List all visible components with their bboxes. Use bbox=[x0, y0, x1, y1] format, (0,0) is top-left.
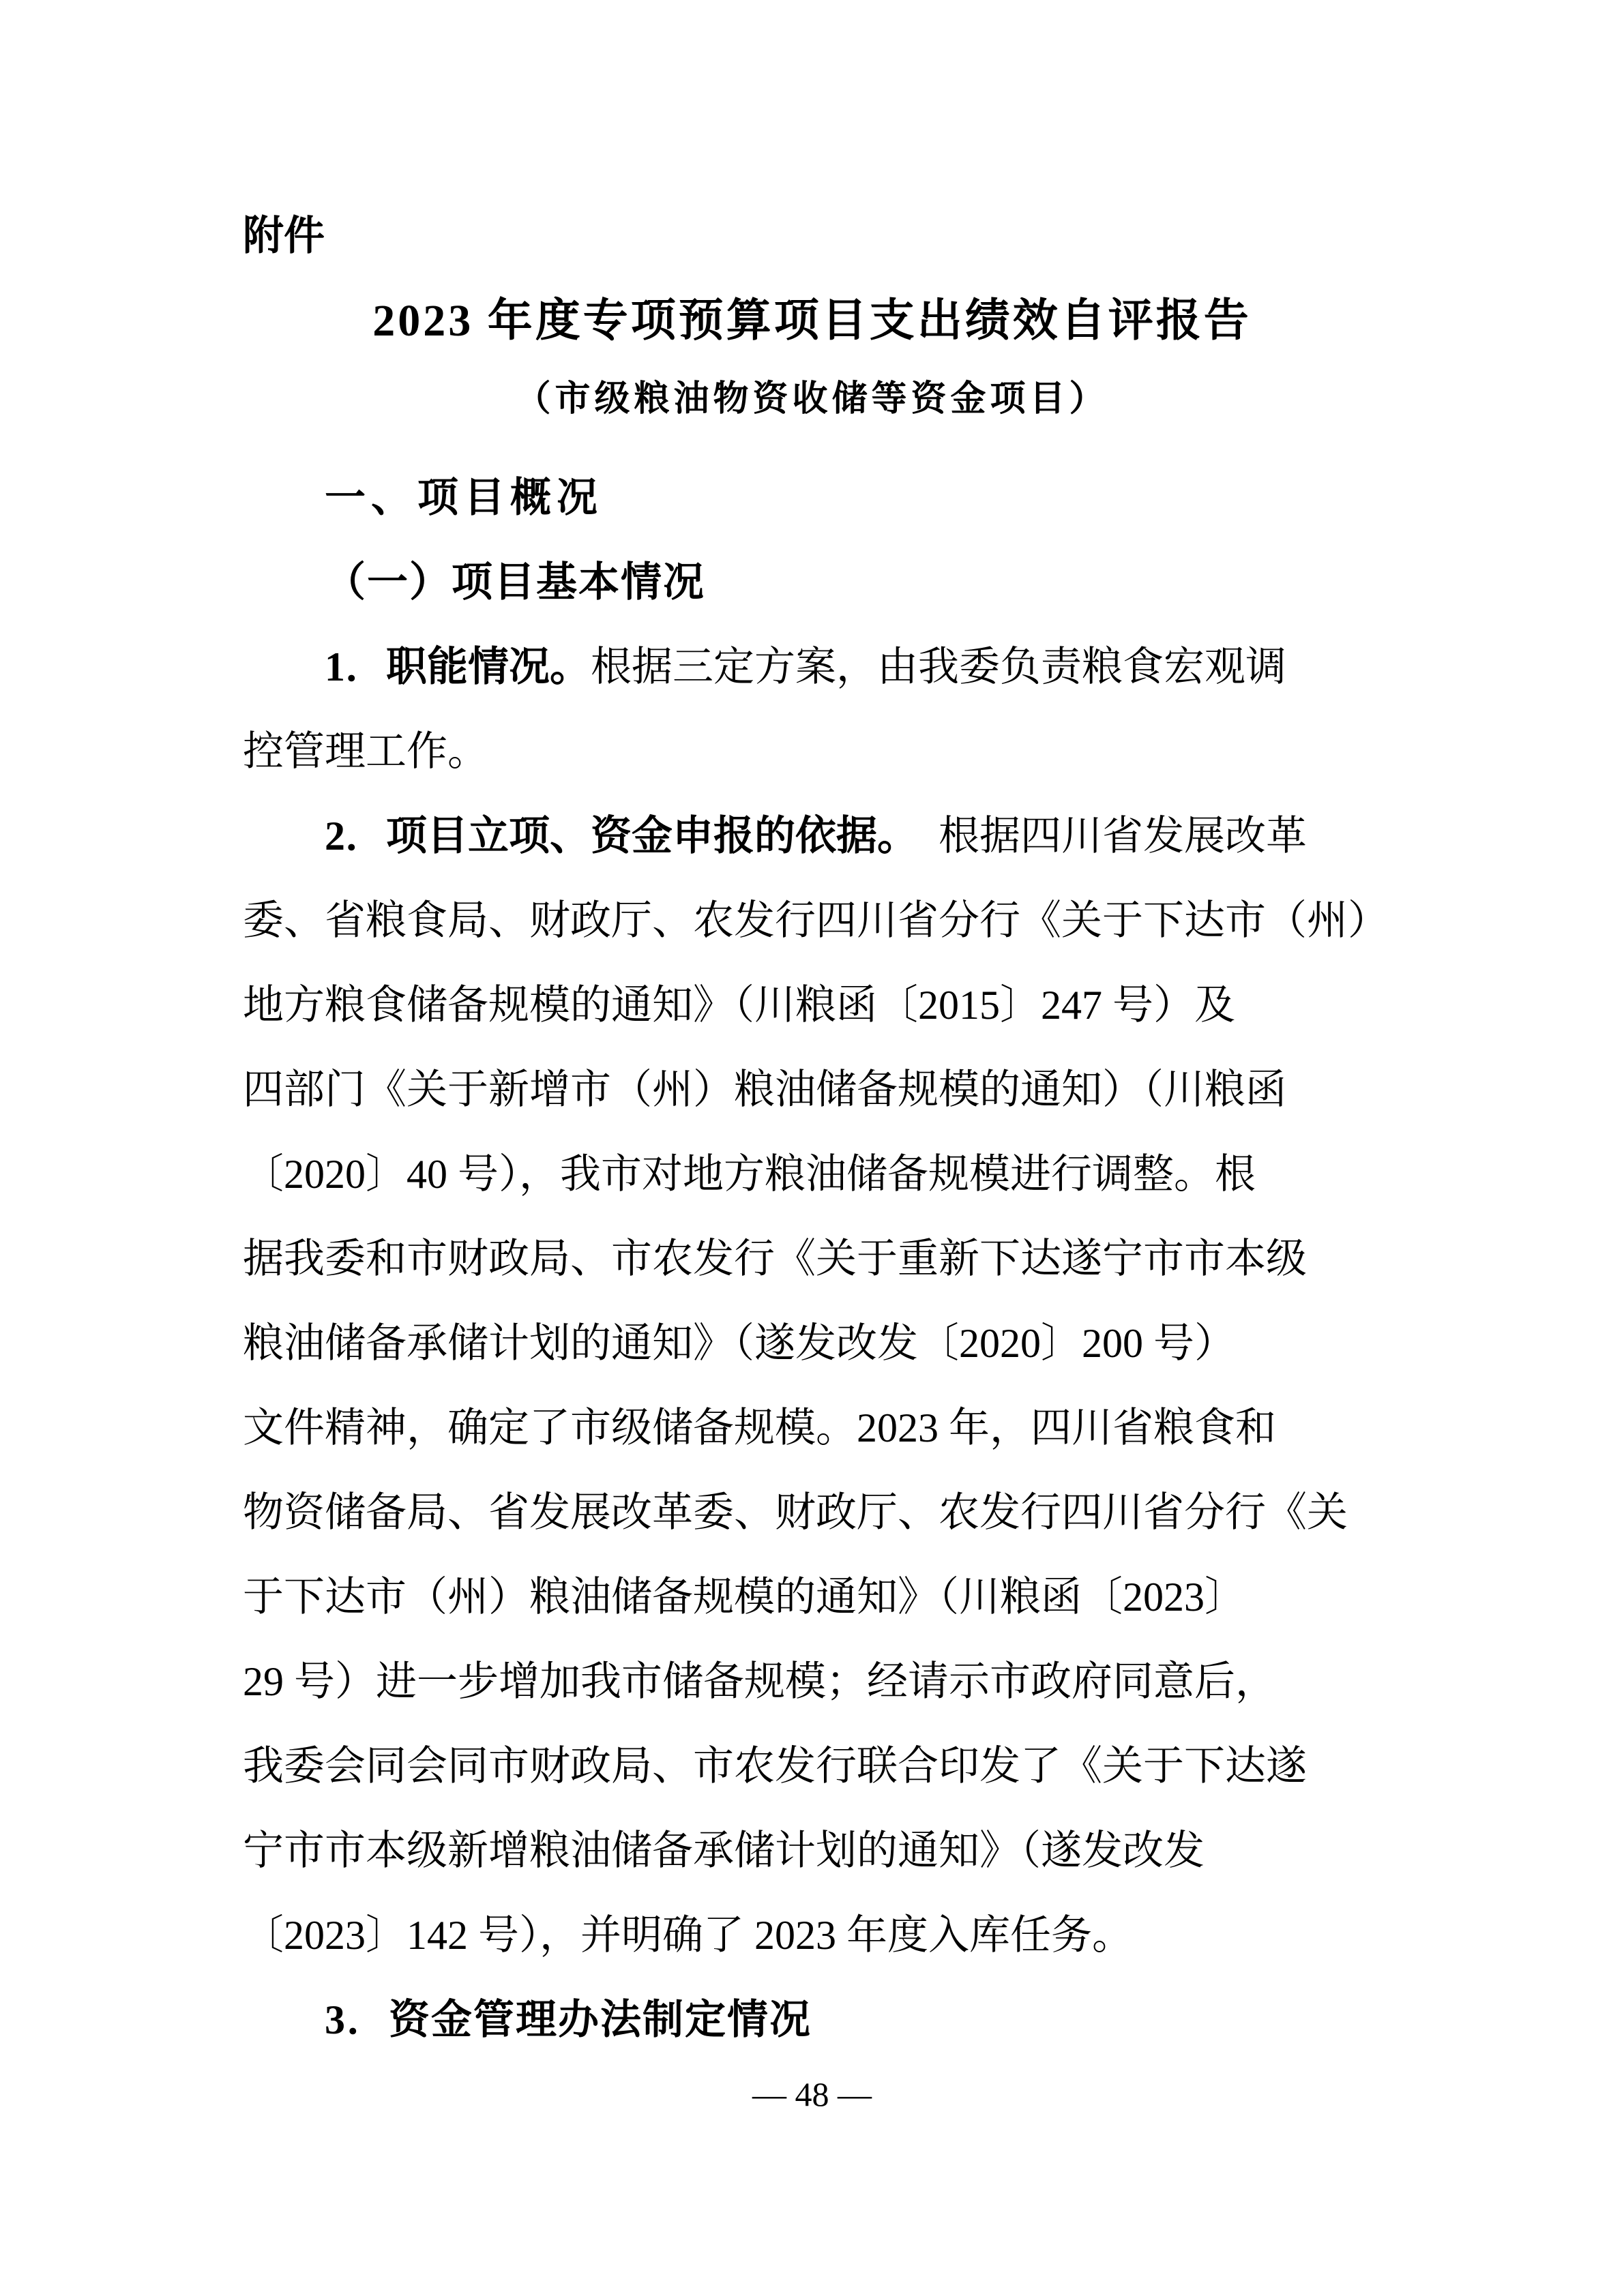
line-text: 根据四川省发展改革 bbox=[898, 814, 1307, 859]
line-text: 〔2023〕142 号），并明确了 2023 年度入库任务。 bbox=[243, 1913, 1133, 1958]
line-text: 粮油储备承储计划的通知》（遂发改发〔2020〕200 号） bbox=[243, 1321, 1235, 1366]
line-text: 物资储备局、省发展改革委、财政厅、农发行四川省分行《关 bbox=[243, 1490, 1348, 1535]
line-lead-bold-text: 一、项目概况 bbox=[325, 475, 603, 520]
line-text: 文件精神，确定了市级储备规模。2023 年，四川省粮食和 bbox=[243, 1405, 1276, 1450]
page-number: — 48 — bbox=[752, 2075, 872, 2113]
line-text: 四部门《关于新增市（州）粮油储备规模的通知）（川粮函 bbox=[243, 1067, 1286, 1112]
text-line bbox=[243, 540, 1411, 625]
document-subtitle: （市级粮油物资收储等资金项目） bbox=[515, 380, 1109, 419]
text-line bbox=[243, 1808, 1411, 1893]
line-text: 委、省粮食局、财政厅、农发行四川省分行《关于下达市（州） bbox=[243, 898, 1389, 943]
line-lead-bold-text: 2．项目立项、资金申报的依据。 bbox=[325, 814, 898, 859]
text-line bbox=[243, 1978, 1411, 2062]
text-line bbox=[243, 1217, 1411, 1301]
text-line bbox=[243, 1301, 1411, 1386]
text-line bbox=[243, 878, 1411, 963]
line-text: 29 号）进一步增加我市储备规模；经请示市政府同意后， bbox=[243, 1659, 1276, 1704]
text-line bbox=[243, 456, 1411, 540]
document-body bbox=[243, 456, 1411, 2062]
text-line bbox=[243, 625, 1411, 709]
text-line bbox=[243, 1555, 1411, 1639]
line-text: 我委会同会同市财政局、市农发行联合印发了《关于下达遂 bbox=[243, 1744, 1307, 1789]
line-lead-bold-text: 1．职能情况。 bbox=[325, 644, 591, 689]
text-line bbox=[243, 963, 1411, 1047]
text-line bbox=[243, 1470, 1411, 1555]
line-text: 于下达市（州）粮油储备规模的通知》（川粮函〔2023〕 bbox=[243, 1575, 1245, 1620]
line-lead-bold-text: （一）项目基本情况 bbox=[325, 560, 705, 605]
text-line bbox=[243, 1893, 1411, 1978]
attachment-label: 附件 bbox=[243, 213, 325, 258]
line-text: 宁市市本级新增粮油储备承储计划的通知》（遂发改发 bbox=[243, 1828, 1205, 1873]
document-title: 2023 年度专项预算项目支出绩效自评报告 bbox=[372, 296, 1252, 346]
text-line bbox=[243, 1639, 1411, 1724]
text-line bbox=[243, 1386, 1411, 1470]
line-text: 根据三定方案，由我委负责粮食宏观调 bbox=[591, 644, 1286, 689]
text-line bbox=[243, 794, 1411, 878]
line-lead-bold-text: 3．资金管理办法制定情况 bbox=[325, 1997, 812, 2042]
text-line bbox=[243, 1132, 1411, 1217]
line-text: 〔2020〕40 号），我市对地方粮油储备规模进行调整。根 bbox=[243, 1152, 1256, 1197]
line-text: 控管理工作。 bbox=[243, 729, 488, 774]
line-text: 地方粮食储备规模的通知》（川粮函〔2015〕247 号）及 bbox=[243, 983, 1235, 1028]
text-line bbox=[243, 1724, 1411, 1808]
line-text: 据我委和市财政局、市农发行《关于重新下达遂宁市市本级 bbox=[243, 1236, 1307, 1281]
text-line bbox=[243, 709, 1411, 794]
text-line bbox=[243, 1047, 1411, 1132]
